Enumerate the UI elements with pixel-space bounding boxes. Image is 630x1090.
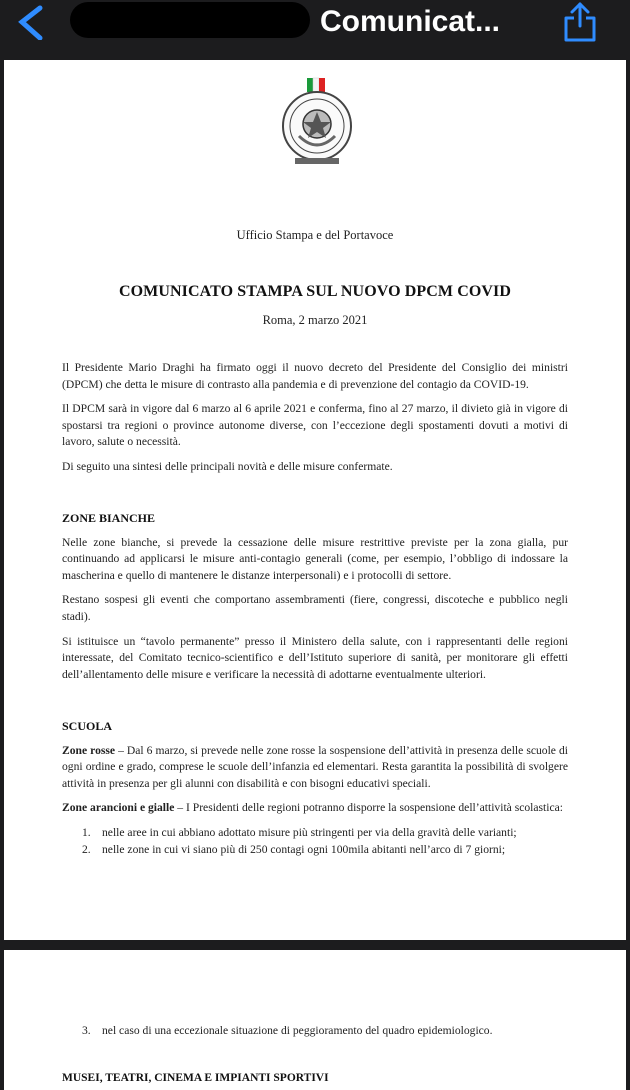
list-item [62,842,568,859]
redacted-area [70,2,310,38]
section-heading-musei: MUSEI, TEATRI, CINEMA E IMPIANTI SPORTIVI [62,1072,329,1084]
scuola-section [62,718,568,858]
back-arrow-icon[interactable] [12,4,48,40]
document-page-2 [4,950,626,1090]
zone-arancioni-paragraph [62,800,568,817]
office-name: Ufficio Stampa e del Portavoce [236,228,394,242]
intro-paragraph: Di seguito una sintesi delle principali novità e delle misure confermate. [62,459,393,473]
zone-rosse-label: Zone rosse [62,743,116,757]
intro-paragraph: Il Presidente Mario Draghi ha firmato oggi il nuovo decreto del Presidente del Consiglio dei ministri (DPCM) che detta le misure di contrasto alla pandemia e di prevenzione del contagio da COVID-19. [62,361,568,391]
intro-section [62,360,568,484]
intro-paragraph: Il DPCM sarà in vigore dal 6 marzo al 6 aprile 2021 e conferma, fino al 27 marzo, il divieto già in vigore di spostarsi tra regioni o province autonome diverse, con l’eccezione degli spostamenti dovuti a motivi di lavoro, salute o necessità. [62,402,568,449]
section-paragraph: Restano sospesi gli eventi che comportano assembramenti (fiere, congressi, discoteche e pubblico negli stadi). [62,593,568,623]
list-item-number: 1. [82,825,91,839]
document-title: COMUNICATO STAMPA SUL NUOVO DPCM COVID [118,283,512,300]
list-item [82,1024,582,1037]
list-item-text: nelle zone in cui vi siano più di 250 contagi ogni 100mila abitanti nell’arco di 7 giorni; [102,842,506,856]
zone-rosse-text: – Dal 6 marzo, si prevede nelle zone rosse la sospensione dell’attività in presenza delle scuole di ogni ordine e grado, comprese le scuole dell’infanzia ed elementari. Resta garantita la possibilità di svolgere attività in presenza per gli alunni con disabilità e con bisogni educativi speciali. [62,743,568,790]
list-item-number: 3. [82,1024,91,1037]
republic-emblem-icon [277,76,357,222]
scuola-list [62,825,568,858]
list-item-text: nelle aree in cui abbiano adottato misure più stringenti per via della gravità delle varianti; [102,825,517,839]
list-item-number: 2. [82,842,91,856]
zone-arancioni-text: – I Presidenti delle regioni potranno disporre la sospensione dell’attività scolastica: [174,801,564,815]
zone-rosse-paragraph [62,743,568,793]
section-heading-scuola: SCUOLA [62,719,113,733]
list-item [62,825,568,842]
zone-arancioni-label: Zone arancioni e gialle [62,801,175,815]
section-paragraph: Si istituisce un “tavolo permanente” presso il Ministero della salute, con i rappresentanti delle regioni interessate, del Comitato tecnico-scientifico e dell’Istituto superiore di sanità, per monitorare gli effetti dell’allentamento delle misure e verificare la necessità di adottarne eventualmente ulteriori. [62,634,568,681]
top-bar [0,0,630,52]
section-heading-zone-bianche: ZONE BIANCHE [62,511,156,525]
list-item-text: nel caso di una eccezionale situazione di peggioramento del quadro epidemiologico. [102,1024,493,1037]
zone-bianche-section [62,510,568,691]
document-date: Roma, 2 marzo 2021 [262,313,368,327]
share-icon[interactable] [560,0,600,44]
section-paragraph: Nelle zone bianche, si prevede la cessazione delle misure restrittive previste per la zona gialla, pur continuando ad applicarsi le misure anti-contagio generali (come, per esempio, l’obbligo di indossare la mascherina e quello di mantenere le distanze interpersonali) e i protocolli di settore. [62,535,568,582]
app-title: Comunicat... [320,5,501,38]
